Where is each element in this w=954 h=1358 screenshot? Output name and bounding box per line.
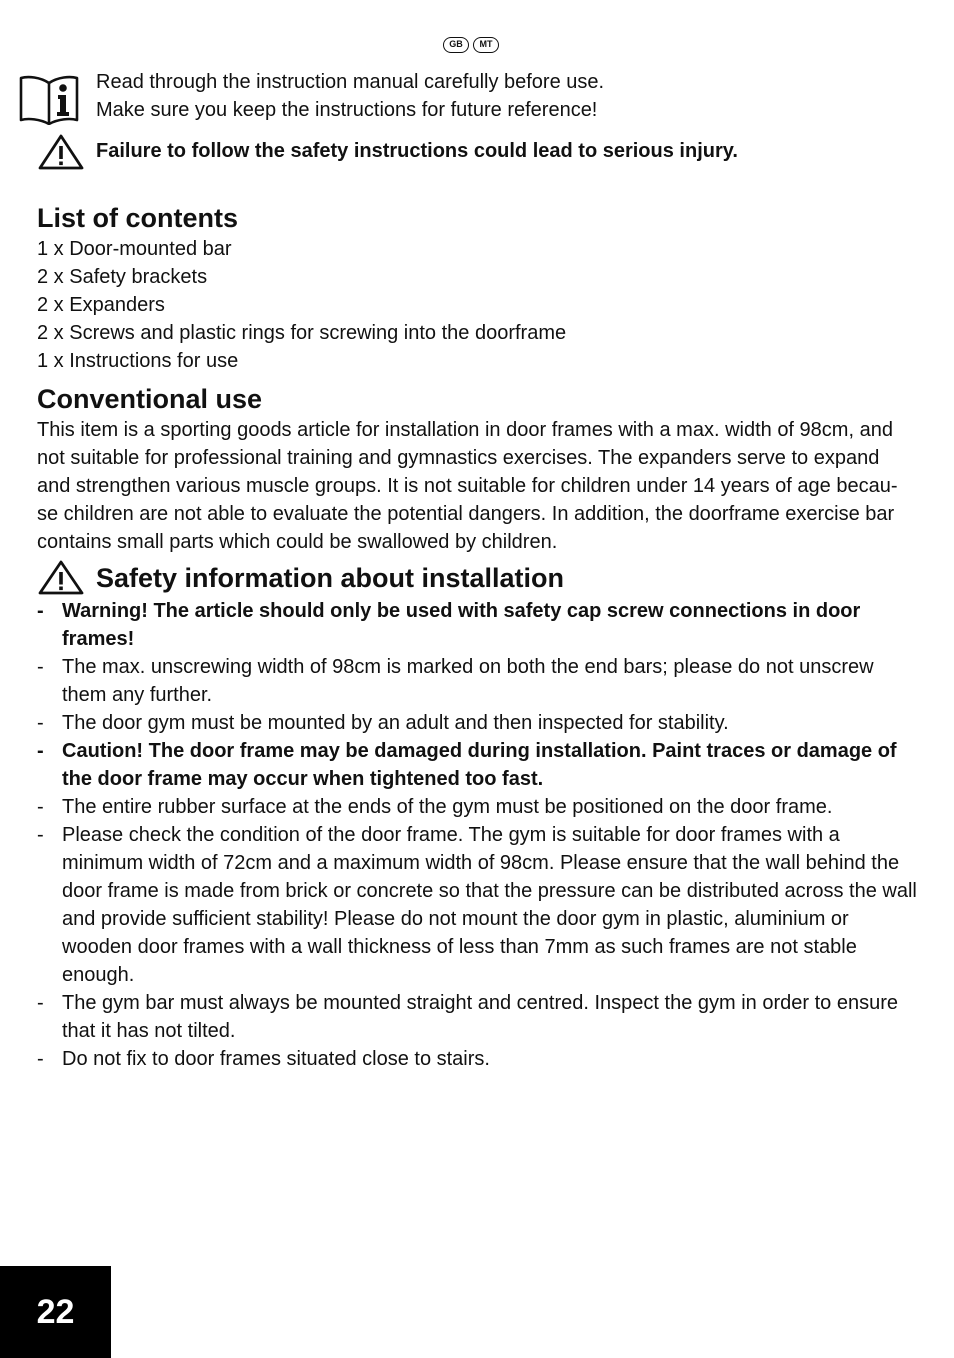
safety-item-text: Please check the condition of the door frame. The gym is suitable for door frames with a minimum width of 72cm and a maximum width of 98cm. Please ensure that the wall behind the door frame is made from brick or concrete so that the pressure can be distributed across the wall and provide sufficient stability! Please do not mount the door gym in plastic, aluminium or wooden door frames with a wall thickness of less than 7mm as such frames are not stable enough. [62, 824, 917, 986]
bullet-dash: - [37, 796, 44, 818]
manual-info-icon [18, 71, 80, 125]
safety-item [37, 653, 922, 709]
conventional-use-heading: Conventional use [37, 384, 263, 414]
language-badge-gb: GB [443, 37, 469, 53]
safety-item-text: The entire rubber surface at the ends of the gym must be positioned on the door frame. [62, 796, 833, 818]
contents-heading: List of contents [37, 203, 238, 233]
safety-item [37, 1045, 922, 1073]
intro-line-1: Read through the instruction manual carefully before use. [96, 71, 605, 93]
contents-item: 2 x Expanders [37, 294, 165, 316]
bullet-dash: - [37, 600, 44, 622]
safety-item-text: The door gym must be mounted by an adult and then inspected for stability. [62, 712, 729, 734]
bullet-dash: - [37, 712, 44, 734]
contents-item: 1 x Instructions for use [37, 350, 239, 372]
bullet-dash: - [37, 992, 44, 1014]
safety-item [37, 793, 922, 821]
safety-item [37, 821, 922, 989]
intro-line-2: Make sure you keep the instructions for future reference! [96, 99, 598, 121]
safety-item-text: The gym bar must always be mounted straight and centred. Inspect the gym in order to ensure that it has not tilted. [62, 992, 898, 1042]
bullet-dash: - [37, 740, 44, 762]
safety-list [37, 597, 922, 1073]
conventional-use-text: This item is a sporting goods article for installation in door frames with a max. width of 98cm, and not suitable for professional training and gymnastics exercises. The expanders serve to expand and strengthen various muscle groups. It is not suitable for children under 14 years of age becau-se children are not able to evaluate the potential dangers. In addition, the doorframe exercise bar contains small parts which could be swallowed by children. [37, 419, 898, 553]
bullet-dash: - [37, 1048, 44, 1070]
warning-triangle-icon [37, 133, 85, 171]
safety-heading-row [37, 560, 564, 596]
safety-item-text: Caution! The door frame may be damaged during installation. Paint traces or damage of the door frame may occur when tightened too fast. [62, 740, 897, 790]
safety-item [37, 597, 922, 653]
safety-warning-text: Failure to follow the safety instructions could lead to serious injury. [96, 140, 738, 162]
contents-item: 2 x Screws and plastic rings for screwing into the doorframe [37, 322, 567, 344]
page-number: 22 [0, 1266, 111, 1358]
warning-triangle-icon [37, 560, 85, 596]
bullet-dash: - [37, 656, 44, 678]
contents-item: 1 x Door-mounted bar [37, 238, 232, 260]
safety-item [37, 709, 922, 737]
safety-item [37, 989, 922, 1045]
language-badges [443, 37, 499, 53]
contents-list [37, 235, 566, 375]
intro-notice [96, 68, 604, 124]
contents-item: 2 x Safety brackets [37, 266, 208, 288]
safety-item [37, 737, 922, 793]
safety-item-text: Warning! The article should only be used with safety cap screw connections in door frames! [62, 600, 861, 650]
bullet-dash: - [37, 824, 44, 846]
safety-item-text: The max. unscrewing width of 98cm is marked on both the end bars; please do not unscrew them any further. [62, 656, 874, 706]
language-badge-mt: MT [473, 37, 499, 53]
safety-item-text: Do not fix to door frames situated close to stairs. [62, 1048, 490, 1070]
safety-heading: Safety information about installation [96, 563, 565, 593]
